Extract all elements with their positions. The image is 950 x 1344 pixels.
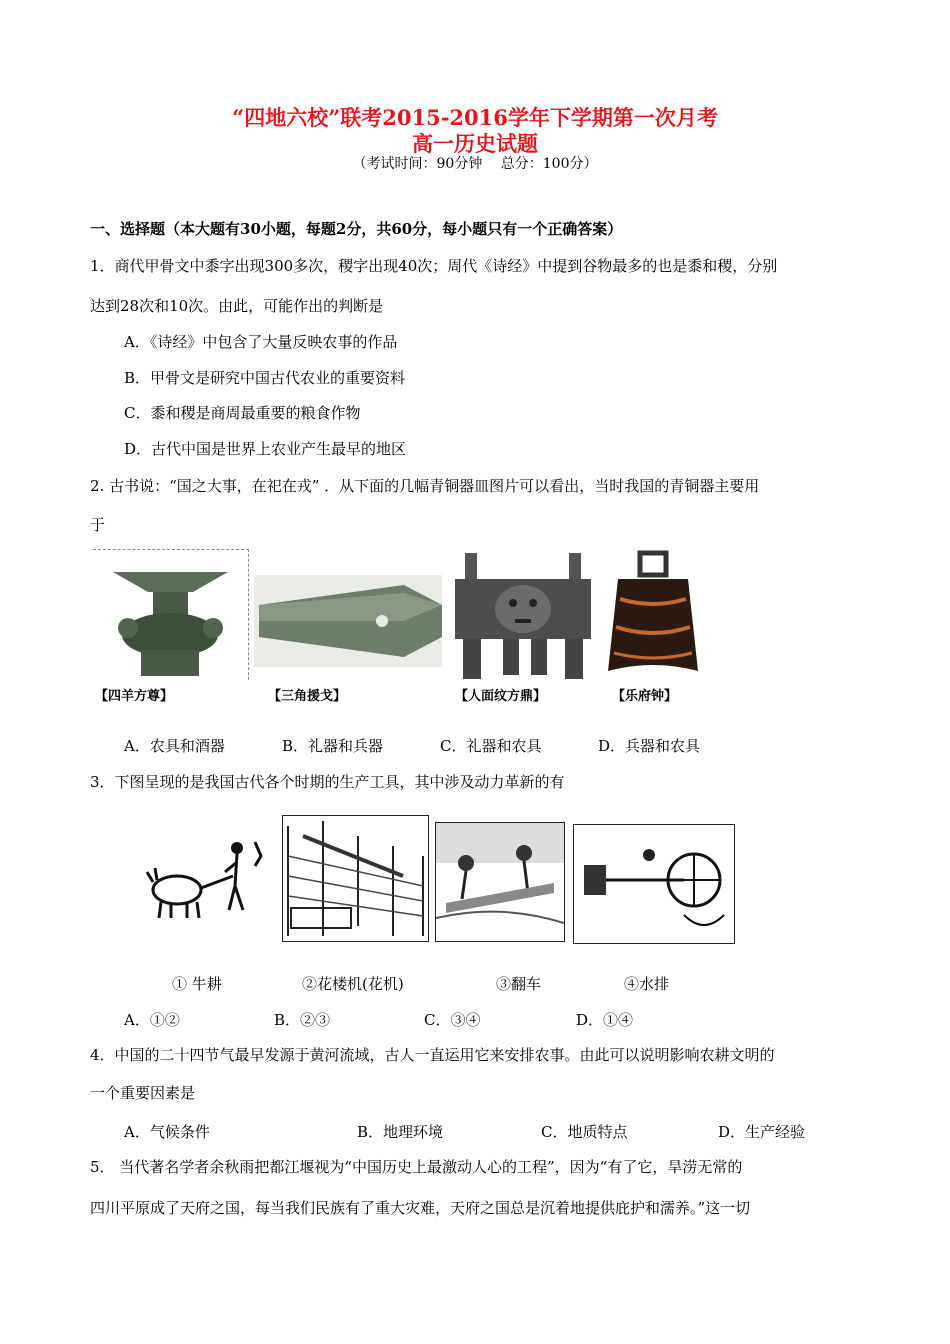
question-2-line2: 于: [90, 516, 106, 534]
exam-title: “四地六校”联考2015-2016学年下学期第一次月考: [232, 105, 718, 130]
bronze-zun-image: [93, 549, 249, 680]
question-3-line1: 3．下图呈现的是我国古代各个时期的生产工具，其中涉及动力革新的有: [90, 773, 565, 791]
caption-ding: 【人面纹方鼎】: [455, 689, 547, 704]
exam-info: （考试时间：90分钟 总分：100分）: [352, 156, 598, 172]
question-2-line1: 2. 古书说：“国之大事，在祀在戎” ．从下面的几幅青铜器皿图片可以看出，当时我国的青铜器主要用: [90, 477, 760, 495]
drawloom-image: [282, 815, 429, 942]
q2-option-d: D．兵器和农具: [598, 737, 701, 755]
q2-option-c: C．礼器和农具: [440, 737, 542, 755]
bronze-ge-image: [254, 575, 442, 667]
q4-option-b: B．地理环境: [357, 1123, 444, 1141]
water-bellows-image: [573, 824, 735, 944]
caption-ge: 【三角援戈】: [268, 689, 347, 704]
q3-option-b: B．②③: [274, 1011, 331, 1029]
question-5-line1: 5． 当代著名学者余秋雨把都江堰视为“中国历史上最激动人心的工程”，因为“有了它，旱涝无常的: [90, 1158, 743, 1176]
question-1-line2: 达到28次和10次。由此，可能作出的判断是: [90, 297, 384, 315]
q3-option-d: D．①④: [576, 1011, 634, 1029]
q4-option-c: C．地质特点: [541, 1123, 628, 1141]
question-4-line1: 4．中国的二十四节气最早发源于黄河流域，古人一直运用它来安排农事。由此可以说明影响农耕文明的: [90, 1046, 775, 1064]
bronze-ding-image: [447, 549, 599, 682]
question-1-line1: 1．商代甲骨文中黍字出现300多次，稷字出现40次；周代《诗经》中提到谷物最多的也是黍和稷，分别: [90, 257, 778, 275]
section-heading: 一、选择题（本大题有30小题，每题2分，共60分，每小题只有一个正确答案）: [90, 220, 623, 238]
question-5-line2: 四川平原成了天府之国，每当我们民族有了重大灾难，天府之国总是沉着地提供庇护和濡养。”这一切: [90, 1199, 751, 1217]
q1-option-b: B．甲骨文是研究中国古代农业的重要资料: [124, 369, 406, 387]
q3-option-c: C．③④: [424, 1011, 481, 1029]
caption-drawloom: ②花楼机(花机): [302, 975, 404, 993]
caption-water-bellows: ④水排: [624, 975, 670, 993]
q2-option-a: A．农具和酒器: [124, 737, 225, 755]
q4-option-a: A．气候条件: [124, 1123, 210, 1141]
exam-subtitle: 高一历史试题: [412, 131, 538, 156]
q1-option-a: A．《诗经》中包含了大量反映农事的作品: [124, 333, 398, 351]
ox-plowing-image: [137, 812, 275, 940]
chain-pump-image: [435, 822, 565, 942]
q3-option-a: A．①②: [124, 1011, 180, 1029]
caption-bell: 【乐府钟】: [612, 689, 678, 704]
q2-option-b: B．礼器和兵器: [282, 737, 384, 755]
q1-option-c: C．黍和稷是商周最重要的粮食作物: [124, 404, 361, 422]
bronze-bell-image: [602, 549, 704, 682]
caption-chain-pump: ③翻车: [496, 975, 542, 993]
caption-ox-plow: ① 牛耕: [172, 975, 222, 993]
caption-zun: 【四羊方尊】: [95, 689, 174, 704]
q1-option-d: D．古代中国是世界上农业产生最早的地区: [124, 440, 407, 458]
q4-option-d: D．生产经验: [718, 1123, 806, 1141]
question-4-line2: 一个重要因素是: [90, 1084, 196, 1102]
